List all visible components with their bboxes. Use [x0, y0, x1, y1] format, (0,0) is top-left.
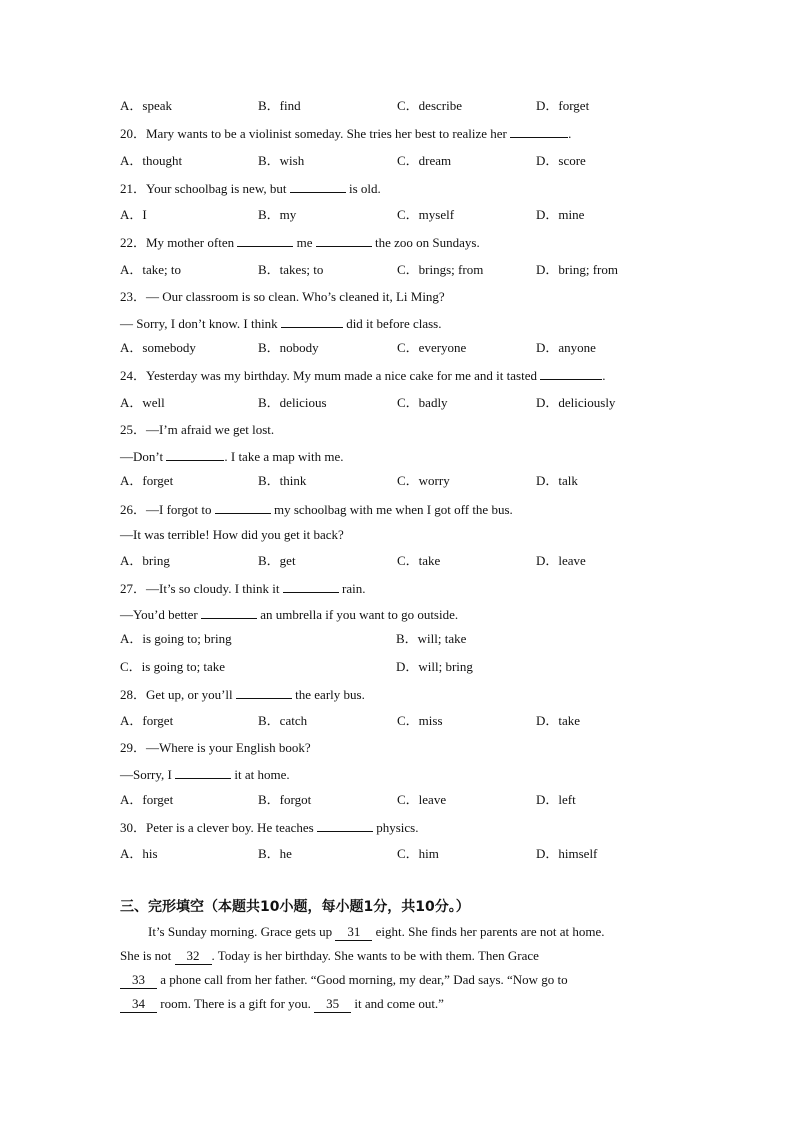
- q29-line1: 29．—Where is your English book?: [120, 740, 311, 755]
- cloze-line-3: [120, 972, 568, 989]
- q30-stem: [120, 819, 418, 836]
- q24-stem: [120, 367, 605, 384]
- q26-option-c: C．take: [397, 553, 441, 568]
- q22-stem: [120, 234, 480, 251]
- answer-blank: [237, 234, 293, 247]
- q24-text: 24．Yesterday was my birthday. My mum made a nice cake for me and it tasted: [120, 368, 541, 383]
- q27-option-c: C．is going to; take: [120, 659, 226, 674]
- answer-blank: [283, 580, 339, 593]
- q27-line1: [120, 580, 365, 597]
- q30-text-end: physics.: [372, 820, 419, 835]
- q23-line2: [120, 315, 442, 332]
- cloze-line-4: [120, 996, 444, 1013]
- q21-text-end: is old.: [345, 181, 381, 196]
- q29-option-d: D．left: [536, 792, 576, 807]
- q22-option-a: A．take; to: [120, 262, 182, 277]
- answer-blank: [540, 367, 602, 380]
- answer-blank: [510, 125, 568, 138]
- q28-option-d: D．take: [536, 713, 581, 728]
- q21-option-a: A．I: [120, 207, 147, 222]
- answer-blank: [175, 766, 231, 779]
- q22-text-mid: me: [293, 235, 316, 250]
- q30-option-b: B．he: [258, 846, 292, 861]
- q26-text: 26．—I forgot to: [120, 502, 215, 517]
- q19-option-d: D．forget: [536, 98, 590, 113]
- q21-option-d: D．mine: [536, 207, 585, 222]
- answer-blank: [236, 686, 292, 699]
- q28-option-c: C．miss: [397, 713, 443, 728]
- q24-option-a: A．well: [120, 395, 165, 410]
- q26-line1: [120, 501, 513, 518]
- q25-option-b: B．think: [258, 473, 307, 488]
- answer-blank: [290, 180, 346, 193]
- cloze-line-2: [120, 948, 539, 965]
- q25-option-a: A．forget: [120, 473, 174, 488]
- cloze-text: a phone call from her father. “Good morning, my dear,” Dad says. “Now go to: [157, 972, 568, 987]
- cloze-text: eight. She finds her parents are not at home.: [372, 924, 605, 939]
- q27-text: 27．—It’s so cloudy. I think it: [120, 581, 283, 596]
- q23-line1: 23．— Our classroom is so clean. Who’s cleaned it, Li Ming?: [120, 289, 445, 304]
- q29-line2: [120, 766, 290, 783]
- q19-option-a: A．speak: [120, 98, 172, 113]
- q27-option-a: A．is going to; bring: [120, 631, 232, 646]
- q30-option-c: C．him: [397, 846, 439, 861]
- answer-blank: [281, 315, 343, 328]
- q25-line1: 25．—I’m afraid we get lost.: [120, 422, 275, 437]
- q20-option-c: C．dream: [397, 153, 452, 168]
- answer-blank: [317, 819, 373, 832]
- q20-option-a: A．thought: [120, 153, 183, 168]
- answer-blank: [215, 501, 271, 514]
- answer-blank: [201, 606, 257, 619]
- q28-option-b: B．catch: [258, 713, 308, 728]
- q28-option-a: A．forget: [120, 713, 174, 728]
- q25-line2: [120, 448, 344, 465]
- q25-text: —Don’t: [120, 449, 167, 464]
- blank-34: 34: [120, 996, 157, 1013]
- q26-text-end: my schoolbag with me when I got off the bus.: [270, 502, 513, 517]
- q21-option-b: B．my: [258, 207, 297, 222]
- q23-option-a: A．somebody: [120, 340, 196, 355]
- section-heading: 三、完形填空（本题共10小题，每小题1分，共10分。）: [120, 899, 470, 915]
- q21-option-c: C．myself: [397, 207, 455, 222]
- cloze-text: She is not: [120, 948, 175, 963]
- q29-text: —Sorry, I: [120, 767, 176, 782]
- blank-33: 33: [120, 972, 157, 989]
- q19-option-b: B．find: [258, 98, 301, 113]
- blank-32: 32: [175, 948, 212, 965]
- q26-option-a: A．bring: [120, 553, 170, 568]
- q27-text-end: rain.: [338, 581, 366, 596]
- cloze-text: it and come out.”: [351, 996, 444, 1011]
- q24-option-b: B．delicious: [258, 395, 327, 410]
- q29-option-b: B．forgot: [258, 792, 312, 807]
- q25-option-d: D．talk: [536, 473, 578, 488]
- q24-option-c: C．badly: [397, 395, 448, 410]
- q23-text-end: did it before class.: [342, 316, 442, 331]
- q30-text: 30．Peter is a clever boy. He teaches: [120, 820, 317, 835]
- q22-text: 22．My mother often: [120, 235, 238, 250]
- q27-line2: [120, 606, 458, 623]
- q26-option-b: B．get: [258, 553, 296, 568]
- q20-option-b: B．wish: [258, 153, 305, 168]
- q27-option-b: B．will; take: [396, 631, 467, 646]
- q28-stem: [120, 686, 365, 703]
- answer-blank: [166, 448, 224, 461]
- blank-31: 31: [335, 924, 372, 941]
- q20-option-d: D．score: [536, 153, 586, 168]
- q20-stem: [120, 125, 571, 142]
- q26-line2: —It was terrible! How did you get it back?: [120, 527, 344, 542]
- q27-option-d: D．will; bring: [396, 659, 473, 674]
- cloze-text: room. There is a gift for you.: [157, 996, 315, 1011]
- q22-option-c: C．brings; from: [397, 262, 484, 277]
- q29-option-a: A．forget: [120, 792, 174, 807]
- q30-option-a: A．his: [120, 846, 158, 861]
- q29-text-end: it at home.: [231, 767, 290, 782]
- q23-option-c: C．everyone: [397, 340, 467, 355]
- q23-text: — Sorry, I don’t know. I think: [120, 316, 281, 331]
- q22-text-end: the zoo on Sundays.: [371, 235, 480, 250]
- cloze-text: It’s Sunday morning. Grace gets up: [148, 924, 336, 939]
- q23-option-d: D．anyone: [536, 340, 596, 355]
- q27-text-2: —You’d better: [120, 607, 202, 622]
- q28-text-end: the early bus.: [291, 687, 365, 702]
- q30-option-d: D．himself: [536, 846, 598, 861]
- answer-blank: [316, 234, 372, 247]
- q23-option-b: B．nobody: [258, 340, 319, 355]
- q22-option-b: B．takes; to: [258, 262, 324, 277]
- q22-option-d: D．bring; from: [536, 262, 618, 277]
- q21-text: 21．Your schoolbag is new, but: [120, 181, 290, 196]
- q25-text-end: . I take a map with me.: [224, 449, 344, 464]
- q28-text: 28．Get up, or you’ll: [120, 687, 236, 702]
- blank-35: 35: [314, 996, 351, 1013]
- q26-option-d: D．leave: [536, 553, 586, 568]
- cloze-text: . Today is her birthday. She wants to be with them. Then Grace: [211, 948, 539, 963]
- cloze-line-1: [148, 924, 605, 941]
- q19-option-c: C．describe: [397, 98, 462, 113]
- q27-text-2-end: an umbrella if you want to go outside.: [257, 607, 459, 622]
- q24-text-end: .: [602, 368, 606, 383]
- q29-option-c: C．leave: [397, 792, 447, 807]
- q21-stem: [120, 180, 381, 197]
- q24-option-d: D．deliciously: [536, 395, 616, 410]
- q20-text: 20．Mary wants to be a violinist someday. She tries her best to realize her: [120, 126, 511, 141]
- q25-option-c: C．worry: [397, 473, 450, 488]
- q20-text-end: .: [568, 126, 572, 141]
